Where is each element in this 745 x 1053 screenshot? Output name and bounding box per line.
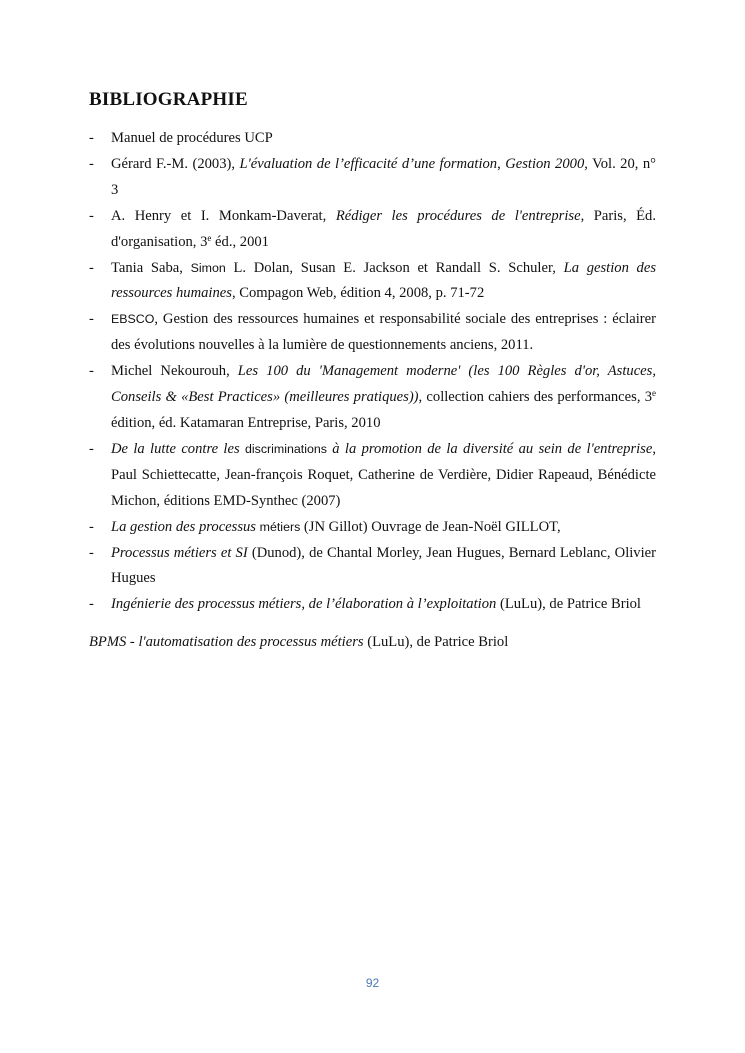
bullet-dash: - (89, 544, 94, 561)
entry-sans-text: métiers (259, 519, 301, 534)
bullet-dash: - (89, 518, 94, 535)
entry-sans-text: discriminations (244, 441, 327, 456)
bibliography-entry-bpms (89, 630, 656, 656)
entry-title: Ingénierie des processus métiers, de l’élaboration à l’exploitation (111, 596, 497, 613)
entry-text: Michel Nekourouh, (111, 363, 238, 380)
entry-text: Tania Saba, (111, 259, 191, 276)
entry-journal: Gestion 2000 (505, 155, 585, 172)
bullet-dash: - (89, 130, 94, 146)
bibliography-entry (89, 359, 656, 437)
entry-text: (JN Gillot) Ouvrage de Jean-Noël GILLOT, (300, 518, 561, 535)
entry-title: BPMS - l'automatisation des processus métiers (89, 634, 364, 650)
bullet-dash: - (89, 363, 94, 380)
bibliography-entry (89, 541, 656, 593)
bibliography-entry (89, 204, 656, 256)
bibliography-list (89, 126, 656, 618)
entry-text: A. Henry et I. Monkam-Daverat, (111, 207, 336, 224)
bibliography-heading: BIBLIOGRAPHIE (89, 89, 248, 110)
entry-text: Manuel de procédures UCP (111, 130, 273, 146)
bullet-dash: - (89, 155, 94, 172)
entry-text: , Compagon Web, édition 4, 2008, p. 71-72 (231, 285, 485, 302)
bullet-dash: - (89, 596, 94, 613)
bibliography-entry (89, 152, 656, 204)
entry-title: Processus métiers et SI (111, 544, 248, 561)
entry-title: à la promotion de la diversité au sein de l'entreprise (326, 440, 653, 457)
entry-text: , (497, 155, 506, 172)
bibliography-entry (89, 256, 656, 308)
bullet-dash: - (89, 311, 94, 328)
bullet-dash: - (89, 440, 94, 457)
entry-title: Rédiger les procédures de l'entreprise (335, 207, 581, 224)
entry-title: L'évaluation de l’efficacité d’une formation (239, 155, 498, 172)
entry-text: (Dunod), de Chantal Morley, Jean Hugues, Bernard Leblanc, Olivier Hugues (111, 544, 656, 587)
entry-title: Les 100 du 'Management moderne' (les 100 Règles d'or, Astuces, Conseils & «Best Practices» (meilleures pratiques)) (111, 363, 656, 406)
bullet-dash: - (89, 259, 94, 276)
entry-text: , Paris, Éd. d'organisation, 3 (111, 207, 656, 250)
entry-text: , Paul Schiettecatte, Jean-françois Roquet, Catherine de Verdière, Didier Rapeaud, Bénédicte Michon, éditions EMD-Synthec (2007) (111, 440, 656, 509)
entry-text: L. Dolan, Susan E. Jackson et Randall S. Schuler, (225, 259, 564, 276)
entry-title: De la lutte contre les (111, 440, 245, 457)
superscript: e (652, 388, 656, 399)
bibliography-entry (89, 437, 656, 515)
entry-text: , Vol. 20, n° 3 (111, 155, 657, 198)
entry-text: édition, éd. Katamaran Entreprise, Paris, 2010 (111, 414, 381, 431)
entry-sans-text: Simon (190, 260, 226, 275)
entry-title: La gestion des processus (111, 518, 256, 535)
bibliography-entry (89, 126, 656, 152)
entry-text: Gérard F.-M. (2003), (111, 155, 240, 172)
page-number: 92 (365, 976, 380, 990)
bibliography-entry (89, 592, 656, 618)
bullet-dash: - (89, 207, 94, 224)
bibliography-entry (89, 307, 656, 359)
entry-text: (LuLu), de Patrice Briol (496, 596, 641, 613)
bibliography-entry (89, 515, 656, 541)
entry-text: (LuLu), de Patrice Briol (363, 634, 509, 650)
entry-text: , Gestion des ressources humaines et responsabilité sociale des entreprises : éclairer des évolutions nouvelles à la lumière de questionnements anciens, 2011. (111, 311, 656, 354)
entry-title: La gestion des ressources humaines (111, 259, 657, 302)
entry-sans-text: EBSCO (111, 312, 155, 327)
entry-text: éd., 2001 (211, 233, 269, 250)
superscript: e (207, 232, 212, 243)
entry-text: , collection cahiers des performances, 3 (418, 389, 652, 406)
